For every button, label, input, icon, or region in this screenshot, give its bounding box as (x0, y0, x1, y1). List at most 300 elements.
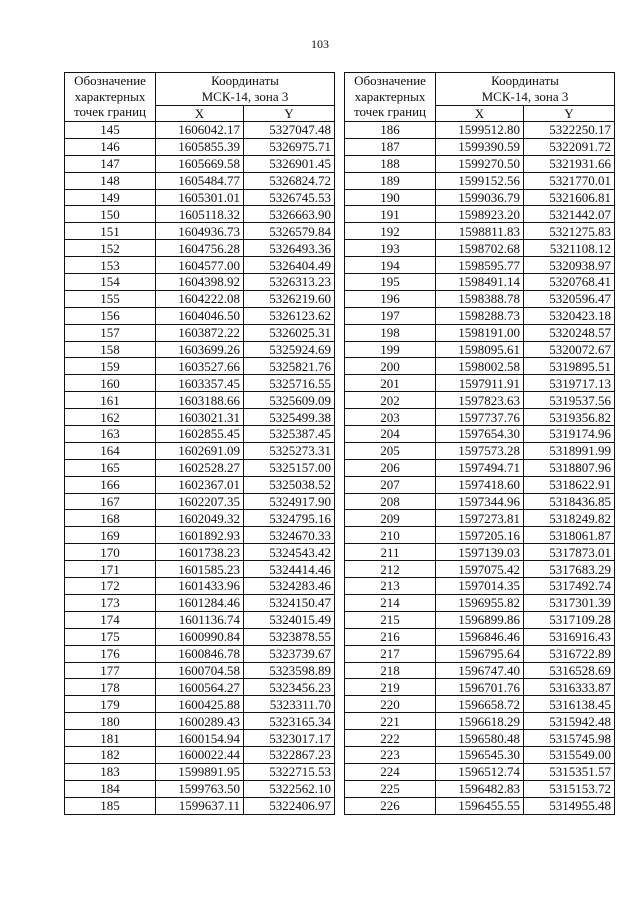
point-number-cell: 187 (345, 138, 436, 155)
table-row (345, 274, 615, 291)
table-row (345, 122, 615, 139)
y-coordinate-cell: 5322091.72 (524, 138, 615, 155)
y-coordinate-cell: 5316333.87 (524, 679, 615, 696)
table-row (65, 290, 335, 307)
table-row (65, 122, 335, 139)
table-row (65, 611, 335, 628)
point-number-cell: 202 (345, 392, 436, 409)
point-number-cell: 153 (65, 257, 156, 274)
header-x: X (156, 106, 244, 122)
x-coordinate-cell: 1603357.45 (156, 375, 244, 392)
table-row (65, 696, 335, 713)
x-coordinate-cell: 1604046.50 (156, 307, 244, 324)
x-coordinate-cell: 1596955.82 (436, 594, 524, 611)
header-point-line3: точек границ (353, 104, 427, 119)
point-number-cell: 169 (65, 527, 156, 544)
table-row (65, 679, 335, 696)
y-coordinate-cell: 5323165.34 (244, 713, 335, 730)
x-coordinate-cell: 1605118.32 (156, 206, 244, 223)
x-coordinate-cell: 1604222.08 (156, 290, 244, 307)
y-coordinate-cell: 5321442.07 (524, 206, 615, 223)
coordinates-table-right (344, 72, 615, 815)
point-number-cell: 157 (65, 324, 156, 341)
y-coordinate-cell: 5327047.48 (244, 122, 335, 139)
header-point-line1: Обозначение (74, 73, 146, 88)
y-coordinate-cell: 5320768.41 (524, 274, 615, 291)
table-row (345, 324, 615, 341)
table-row (65, 172, 335, 189)
x-coordinate-cell: 1600425.88 (156, 696, 244, 713)
table-row (345, 341, 615, 358)
x-coordinate-cell: 1599637.11 (156, 797, 244, 814)
x-coordinate-cell: 1597573.28 (436, 442, 524, 459)
table-row (345, 240, 615, 257)
table-row (345, 138, 615, 155)
point-number-cell: 182 (65, 746, 156, 763)
x-coordinate-cell: 1599390.59 (436, 138, 524, 155)
table-row (345, 527, 615, 544)
y-coordinate-cell: 5324543.42 (244, 544, 335, 561)
point-number-cell: 146 (65, 138, 156, 155)
x-coordinate-cell: 1597139.03 (436, 544, 524, 561)
x-coordinate-cell: 1600704.58 (156, 662, 244, 679)
y-coordinate-cell: 5318061.87 (524, 527, 615, 544)
table-row (65, 713, 335, 730)
point-number-cell: 179 (65, 696, 156, 713)
table-row (345, 257, 615, 274)
y-coordinate-cell: 5325273.31 (244, 442, 335, 459)
table-row (345, 763, 615, 780)
header-y: Y (524, 106, 615, 122)
table-row (345, 307, 615, 324)
x-coordinate-cell: 1600022.44 (156, 746, 244, 763)
point-number-cell: 159 (65, 358, 156, 375)
point-number-cell: 188 (345, 155, 436, 172)
y-coordinate-cell: 5323598.89 (244, 662, 335, 679)
point-number-cell: 145 (65, 122, 156, 139)
table-body (345, 122, 615, 815)
x-coordinate-cell: 1596701.76 (436, 679, 524, 696)
x-coordinate-cell: 1600154.94 (156, 730, 244, 747)
point-number-cell: 195 (345, 274, 436, 291)
x-coordinate-cell: 1604756.28 (156, 240, 244, 257)
point-number-cell: 180 (65, 713, 156, 730)
point-number-cell: 193 (345, 240, 436, 257)
y-coordinate-cell: 5324150.47 (244, 594, 335, 611)
point-number-cell: 226 (345, 797, 436, 814)
x-coordinate-cell: 1603872.22 (156, 324, 244, 341)
point-number-cell: 152 (65, 240, 156, 257)
x-coordinate-cell: 1597654.30 (436, 426, 524, 443)
x-coordinate-cell: 1605301.01 (156, 189, 244, 206)
table-row (345, 645, 615, 662)
x-coordinate-cell: 1597273.81 (436, 510, 524, 527)
y-coordinate-cell: 5326579.84 (244, 223, 335, 240)
table-row (345, 611, 615, 628)
y-coordinate-cell: 5321275.83 (524, 223, 615, 240)
point-number-cell: 190 (345, 189, 436, 206)
x-coordinate-cell: 1596846.46 (436, 628, 524, 645)
x-coordinate-cell: 1601585.23 (156, 561, 244, 578)
header-coords-line2: МСК-14, зона 3 (481, 88, 569, 104)
y-coordinate-cell: 5324917.90 (244, 493, 335, 510)
point-number-cell: 175 (65, 628, 156, 645)
table-row (65, 409, 335, 426)
y-coordinate-cell: 5317492.74 (524, 578, 615, 595)
x-coordinate-cell: 1605669.58 (156, 155, 244, 172)
point-number-cell: 200 (345, 358, 436, 375)
point-number-cell: 150 (65, 206, 156, 223)
y-coordinate-cell: 5316528.69 (524, 662, 615, 679)
y-coordinate-cell: 5326824.72 (244, 172, 335, 189)
table-row (345, 459, 615, 476)
x-coordinate-cell: 1601136.74 (156, 611, 244, 628)
x-coordinate-cell: 1598191.00 (436, 324, 524, 341)
x-coordinate-cell: 1604577.00 (156, 257, 244, 274)
y-coordinate-cell: 5325716.55 (244, 375, 335, 392)
point-number-cell: 155 (65, 290, 156, 307)
table-row (65, 628, 335, 645)
table-row (65, 780, 335, 797)
point-number-cell: 223 (345, 746, 436, 763)
point-number-cell: 191 (345, 206, 436, 223)
x-coordinate-cell: 1599891.95 (156, 763, 244, 780)
y-coordinate-cell: 5324670.33 (244, 527, 335, 544)
coordinates-table-left (64, 72, 335, 815)
x-coordinate-cell: 1597737.76 (436, 409, 524, 426)
table-row (345, 628, 615, 645)
header-point-designation (345, 73, 436, 122)
x-coordinate-cell: 1605855.39 (156, 138, 244, 155)
x-coordinate-cell: 1598702.68 (436, 240, 524, 257)
table-row (345, 713, 615, 730)
table-row (65, 257, 335, 274)
point-number-cell: 174 (65, 611, 156, 628)
y-coordinate-cell: 5320596.47 (524, 290, 615, 307)
table-row (65, 763, 335, 780)
header-coords-line2: МСК-14, зона 3 (201, 88, 289, 104)
x-coordinate-cell: 1597075.42 (436, 561, 524, 578)
x-coordinate-cell: 1604398.92 (156, 274, 244, 291)
y-coordinate-cell: 5323017.17 (244, 730, 335, 747)
point-number-cell: 173 (65, 594, 156, 611)
page-number: 103 (311, 37, 329, 51)
point-number-cell: 164 (65, 442, 156, 459)
y-coordinate-cell: 5315549.00 (524, 746, 615, 763)
x-coordinate-cell: 1598923.20 (436, 206, 524, 223)
table-row (345, 797, 615, 814)
y-coordinate-cell: 5318249.82 (524, 510, 615, 527)
table-row (65, 746, 335, 763)
x-coordinate-cell: 1596899.86 (436, 611, 524, 628)
x-coordinate-cell: 1602855.45 (156, 426, 244, 443)
table-row (345, 426, 615, 443)
point-number-cell: 170 (65, 544, 156, 561)
y-coordinate-cell: 5320248.57 (524, 324, 615, 341)
header-coordinates (156, 73, 335, 106)
point-number-cell: 224 (345, 763, 436, 780)
table-row (65, 341, 335, 358)
table-row (345, 375, 615, 392)
table-row (345, 206, 615, 223)
x-coordinate-cell: 1600990.84 (156, 628, 244, 645)
header-point-line2: характерных (354, 88, 426, 104)
point-number-cell: 196 (345, 290, 436, 307)
table-row (65, 189, 335, 206)
y-coordinate-cell: 5326025.31 (244, 324, 335, 341)
point-number-cell: 204 (345, 426, 436, 443)
y-coordinate-cell: 5319537.56 (524, 392, 615, 409)
point-number-cell: 177 (65, 662, 156, 679)
table-row (345, 223, 615, 240)
point-number-cell: 206 (345, 459, 436, 476)
y-coordinate-cell: 5325924.69 (244, 341, 335, 358)
point-number-cell: 186 (345, 122, 436, 139)
table-row (345, 780, 615, 797)
table-row (65, 426, 335, 443)
y-coordinate-cell: 5315942.48 (524, 713, 615, 730)
table-row (345, 392, 615, 409)
point-number-cell: 171 (65, 561, 156, 578)
x-coordinate-cell: 1597418.60 (436, 476, 524, 493)
x-coordinate-cell: 1597344.96 (436, 493, 524, 510)
x-coordinate-cell: 1598095.61 (436, 341, 524, 358)
point-number-cell: 209 (345, 510, 436, 527)
point-number-cell: 160 (65, 375, 156, 392)
table-row (65, 358, 335, 375)
x-coordinate-cell: 1603699.26 (156, 341, 244, 358)
x-coordinate-cell: 1597494.71 (436, 459, 524, 476)
x-coordinate-cell: 1602691.09 (156, 442, 244, 459)
y-coordinate-cell: 5317301.39 (524, 594, 615, 611)
table-body (65, 122, 335, 815)
x-coordinate-cell: 1596580.48 (436, 730, 524, 747)
x-coordinate-cell: 1603188.66 (156, 392, 244, 409)
point-number-cell: 208 (345, 493, 436, 510)
point-number-cell: 203 (345, 409, 436, 426)
x-coordinate-cell: 1596455.55 (436, 797, 524, 814)
point-number-cell: 154 (65, 274, 156, 291)
x-coordinate-cell: 1602528.27 (156, 459, 244, 476)
x-coordinate-cell: 1598388.78 (436, 290, 524, 307)
y-coordinate-cell: 5322406.97 (244, 797, 335, 814)
x-coordinate-cell: 1606042.17 (156, 122, 244, 139)
table-row (65, 138, 335, 155)
point-number-cell: 210 (345, 527, 436, 544)
x-coordinate-cell: 1602049.32 (156, 510, 244, 527)
x-coordinate-cell: 1597911.91 (436, 375, 524, 392)
x-coordinate-cell: 1598811.83 (436, 223, 524, 240)
x-coordinate-cell: 1597014.35 (436, 578, 524, 595)
x-coordinate-cell: 1600564.27 (156, 679, 244, 696)
point-number-cell: 161 (65, 392, 156, 409)
point-number-cell: 183 (65, 763, 156, 780)
table-row (65, 578, 335, 595)
point-number-cell: 158 (65, 341, 156, 358)
y-coordinate-cell: 5326745.53 (244, 189, 335, 206)
x-coordinate-cell: 1601892.93 (156, 527, 244, 544)
table-row (65, 662, 335, 679)
point-number-cell: 217 (345, 645, 436, 662)
y-coordinate-cell: 5324015.49 (244, 611, 335, 628)
y-coordinate-cell: 5319895.51 (524, 358, 615, 375)
point-number-cell: 225 (345, 780, 436, 797)
header-y: Y (244, 106, 335, 122)
y-coordinate-cell: 5316916.43 (524, 628, 615, 645)
point-number-cell: 181 (65, 730, 156, 747)
x-coordinate-cell: 1603021.31 (156, 409, 244, 426)
x-coordinate-cell: 1600289.43 (156, 713, 244, 730)
x-coordinate-cell: 1605484.77 (156, 172, 244, 189)
point-number-cell: 205 (345, 442, 436, 459)
point-number-cell: 149 (65, 189, 156, 206)
table-row (345, 172, 615, 189)
x-coordinate-cell: 1600846.78 (156, 645, 244, 662)
point-number-cell: 214 (345, 594, 436, 611)
x-coordinate-cell: 1597205.16 (436, 527, 524, 544)
y-coordinate-cell: 5326901.45 (244, 155, 335, 172)
point-number-cell: 178 (65, 679, 156, 696)
point-number-cell: 201 (345, 375, 436, 392)
x-coordinate-cell: 1604936.73 (156, 223, 244, 240)
table-row (65, 493, 335, 510)
table-row (345, 730, 615, 747)
y-coordinate-cell: 5325609.09 (244, 392, 335, 409)
x-coordinate-cell: 1596747.40 (436, 662, 524, 679)
x-coordinate-cell: 1596618.29 (436, 713, 524, 730)
point-number-cell: 176 (65, 645, 156, 662)
x-coordinate-cell: 1598491.14 (436, 274, 524, 291)
y-coordinate-cell: 5322715.53 (244, 763, 335, 780)
header-point-line1: Обозначение (354, 73, 426, 88)
y-coordinate-cell: 5315153.72 (524, 780, 615, 797)
point-number-cell: 213 (345, 578, 436, 595)
point-number-cell: 148 (65, 172, 156, 189)
y-coordinate-cell: 5325387.45 (244, 426, 335, 443)
y-coordinate-cell: 5323878.55 (244, 628, 335, 645)
table-row (65, 527, 335, 544)
table-row (345, 544, 615, 561)
point-number-cell: 198 (345, 324, 436, 341)
table-row (345, 510, 615, 527)
point-number-cell: 165 (65, 459, 156, 476)
x-coordinate-cell: 1601284.46 (156, 594, 244, 611)
table-row (65, 324, 335, 341)
x-coordinate-cell: 1602367.01 (156, 476, 244, 493)
point-number-cell: 220 (345, 696, 436, 713)
table-row (65, 274, 335, 291)
y-coordinate-cell: 5315745.98 (524, 730, 615, 747)
point-number-cell: 147 (65, 155, 156, 172)
y-coordinate-cell: 5325157.00 (244, 459, 335, 476)
table-row (65, 240, 335, 257)
x-coordinate-cell: 1596658.72 (436, 696, 524, 713)
x-coordinate-cell: 1596482.83 (436, 780, 524, 797)
table-row (65, 797, 335, 814)
y-coordinate-cell: 5318991.99 (524, 442, 615, 459)
y-coordinate-cell: 5325821.76 (244, 358, 335, 375)
header-coordinates (436, 73, 615, 106)
table-row (65, 730, 335, 747)
y-coordinate-cell: 5324414.46 (244, 561, 335, 578)
point-number-cell: 216 (345, 628, 436, 645)
y-coordinate-cell: 5326123.62 (244, 307, 335, 324)
point-number-cell: 162 (65, 409, 156, 426)
y-coordinate-cell: 5321108.12 (524, 240, 615, 257)
point-number-cell: 156 (65, 307, 156, 324)
point-number-cell: 197 (345, 307, 436, 324)
y-coordinate-cell: 5326404.49 (244, 257, 335, 274)
y-coordinate-cell: 5322562.10 (244, 780, 335, 797)
x-coordinate-cell: 1601738.23 (156, 544, 244, 561)
header-point-line3: точек границ (73, 104, 147, 119)
x-coordinate-cell: 1598002.58 (436, 358, 524, 375)
point-number-cell: 167 (65, 493, 156, 510)
y-coordinate-cell: 5317109.28 (524, 611, 615, 628)
y-coordinate-cell: 5316722.89 (524, 645, 615, 662)
point-number-cell: 172 (65, 578, 156, 595)
table-row (345, 442, 615, 459)
y-coordinate-cell: 5321606.81 (524, 189, 615, 206)
y-coordinate-cell: 5323456.23 (244, 679, 335, 696)
x-coordinate-cell: 1596512.74 (436, 763, 524, 780)
y-coordinate-cell: 5325499.38 (244, 409, 335, 426)
y-coordinate-cell: 5323739.67 (244, 645, 335, 662)
y-coordinate-cell: 5326975.71 (244, 138, 335, 155)
x-coordinate-cell: 1596795.64 (436, 645, 524, 662)
y-coordinate-cell: 5320423.18 (524, 307, 615, 324)
table-row (345, 493, 615, 510)
y-coordinate-cell: 5326663.90 (244, 206, 335, 223)
table-row (65, 375, 335, 392)
y-coordinate-cell: 5314955.48 (524, 797, 615, 814)
x-coordinate-cell: 1601433.96 (156, 578, 244, 595)
table-row (65, 307, 335, 324)
x-coordinate-cell: 1599763.50 (156, 780, 244, 797)
table-row (345, 409, 615, 426)
y-coordinate-cell: 5320938.97 (524, 257, 615, 274)
y-coordinate-cell: 5319717.13 (524, 375, 615, 392)
point-number-cell: 222 (345, 730, 436, 747)
y-coordinate-cell: 5322250.17 (524, 122, 615, 139)
header-point-line2: характерных (74, 88, 146, 104)
y-coordinate-cell: 5315351.57 (524, 763, 615, 780)
header-x: X (436, 106, 524, 122)
x-coordinate-cell: 1599270.50 (436, 155, 524, 172)
x-coordinate-cell: 1602207.35 (156, 493, 244, 510)
table-row (345, 679, 615, 696)
point-number-cell: 184 (65, 780, 156, 797)
point-number-cell: 211 (345, 544, 436, 561)
table-row (345, 578, 615, 595)
table-row (65, 155, 335, 172)
point-number-cell: 166 (65, 476, 156, 493)
point-number-cell: 199 (345, 341, 436, 358)
y-coordinate-cell: 5317873.01 (524, 544, 615, 561)
table-row (345, 746, 615, 763)
point-number-cell: 207 (345, 476, 436, 493)
y-coordinate-cell: 5316138.45 (524, 696, 615, 713)
x-coordinate-cell: 1603527.66 (156, 358, 244, 375)
y-coordinate-cell: 5320072.67 (524, 341, 615, 358)
point-number-cell: 168 (65, 510, 156, 527)
table-row (345, 358, 615, 375)
y-coordinate-cell: 5321770.01 (524, 172, 615, 189)
table-row (65, 392, 335, 409)
point-number-cell: 163 (65, 426, 156, 443)
y-coordinate-cell: 5318436.85 (524, 493, 615, 510)
point-number-cell: 194 (345, 257, 436, 274)
